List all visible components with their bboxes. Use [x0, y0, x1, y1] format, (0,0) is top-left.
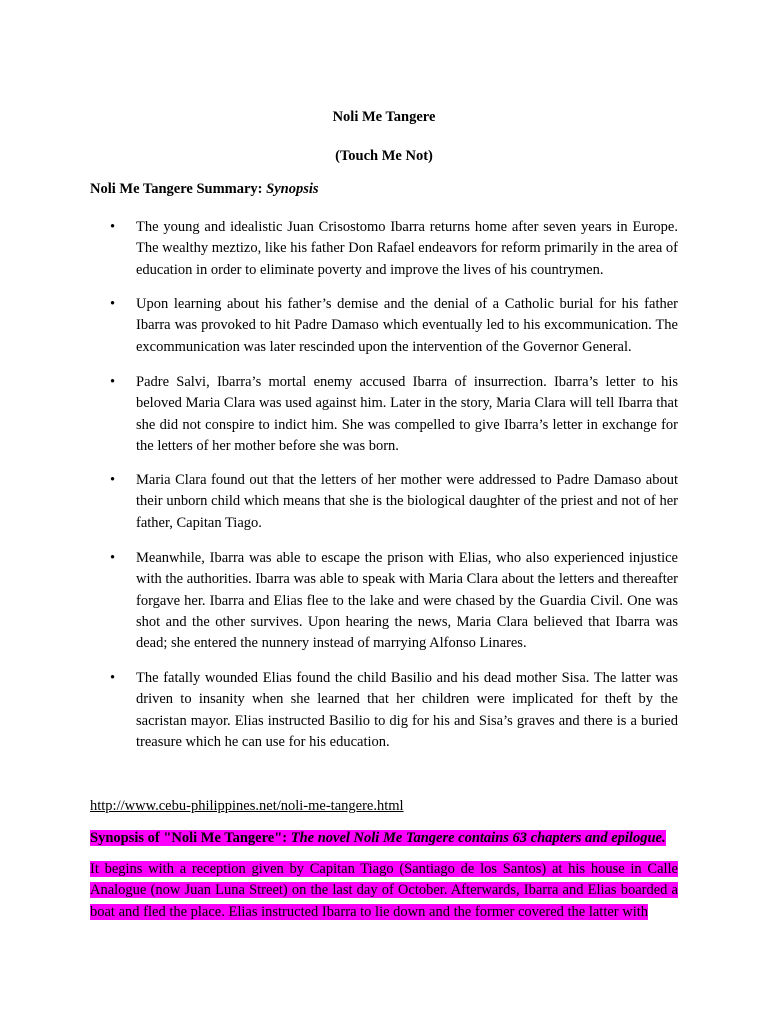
summary-heading	[90, 180, 319, 198]
bullet-text: Maria Clara found out that the letters of her mother were addressed to Padre Damaso about their unborn child which means that she is the biological daughter of the priest and not of her father, Capitan Tiago.	[136, 472, 678, 531]
bullet-text: The fatally wounded Elias found the child Basilio and his dead mother Sisa. The latter was driven to insanity when she learned that her children were implicated for theft by the sacristan mayor. Elias instructed Basilio to dig for his and Sisa’s graves and there is a buried treasure which he can use for his education.	[136, 670, 678, 750]
bullet-marker: •	[110, 219, 116, 235]
source-link[interactable]: http://www.cebu-philippines.net/noli-me-tangere.html	[90, 798, 404, 814]
bullet-marker: •	[110, 296, 116, 312]
bullet-marker: •	[110, 550, 116, 566]
bullet-text: The young and idealistic Juan Crisostomo Ibarra returns home after seven years in Europe. The wealthy meztizo, like his father Don Rafael endeavors for reform primarily in the area of education in order to eliminate poverty and improve the lives of his countrymen.	[136, 219, 678, 278]
bullet-text: Meanwhile, Ibarra was able to escape the prison with Elias, who also experienced injustice with the authorities. Ibarra was able to speak with Maria Clara about the letters and thereafter forgave her. Ibarra and Elias flee to the lake and were chased by the Guardia Civil. One was shot and the other survives. Upon hearing the news, Maria Clara believed that Ibarra was dead; she entered the nunnery instead of marrying Alfonso Linares.	[136, 550, 678, 652]
bullet-text: Padre Salvi, Ibarra’s mortal enemy accused Ibarra of insurrection. Ibarra’s letter to his beloved Maria Clara was used against him. Later in the story, Maria Clara will tell Ibarra that she did not conspire to indict him. She was compelled to give Ibarra’s letter in exchange for the letters of her mother before she was born.	[136, 374, 678, 454]
bullet-text: Upon learning about his father’s demise and the denial of a Catholic burial for his father Ibarra was provoked to hit Padre Damaso which eventually led to his excommunication. The excommunication was later rescinded upon the intervention of the Governor General.	[136, 296, 678, 355]
synopsis-intro	[90, 828, 678, 848]
summary-heading-italic: Synopsis	[266, 181, 319, 197]
synopsis-paragraph-text: It begins with a reception given by Capitan Tiago (Santiago de los Santos) at his house in Calle Analogue (now Juan Luna Street) on the last day of October. Afterwards, Ibarra and Elias boarded a boat and fled the place. Elias instructed Ibarra to lie down and the former covered the latter with	[90, 861, 678, 920]
synopsis-paragraph	[90, 859, 678, 923]
document-subtitle: (Touch Me Not)	[335, 148, 433, 164]
synopsis-intro-bold: Synopsis of "Noli Me Tangere":	[90, 830, 291, 846]
summary-heading-bold: Noli Me Tangere Summary:	[90, 181, 267, 197]
bullet-marker: •	[110, 670, 116, 686]
bullet-marker: •	[110, 374, 116, 390]
synopsis-intro-italic: The novel Noli Me Tangere contains 63 chapters and epilogue.	[290, 830, 666, 846]
bullet-marker: •	[110, 472, 116, 488]
document-title: Noli Me Tangere	[332, 109, 436, 125]
